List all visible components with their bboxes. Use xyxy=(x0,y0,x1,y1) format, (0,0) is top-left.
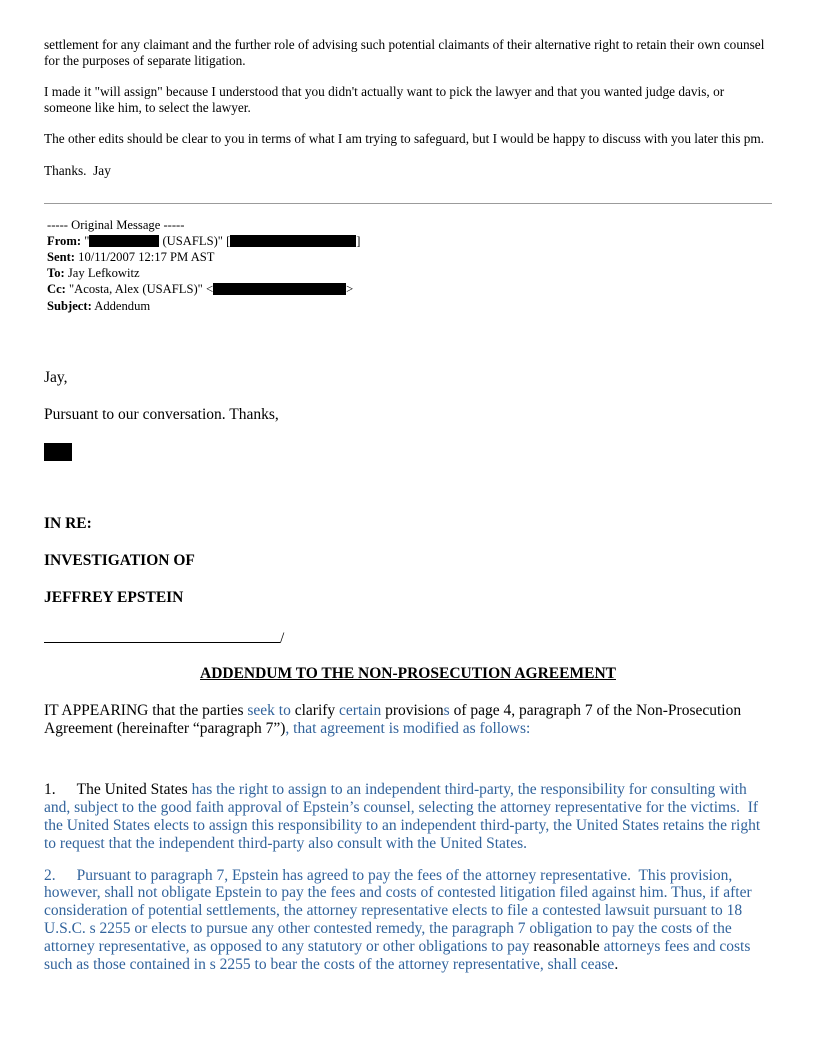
edited-text-segment: Pursuant to paragraph 7, Epstein has agreed to pay the fees of the attorney representative. This provision, however, shall not obligate Epstein to pay the fees and costs of contested litigation filed against him. Thus, if after consideration of potential settlements, the attorney representative elects to file a contested lawsuit pursuant to 18 U.S.C. s 2255 or elects to pursue any other contested remedy, the paragraph 7 obligation to pay the costs of the attorney representative, as opposed to any statutory or other obligations to pay xyxy=(44,866,756,955)
cc-label: Cc: xyxy=(47,282,66,297)
numbered-paragraph-1 xyxy=(44,781,772,852)
subject-line xyxy=(47,298,772,314)
email-signoff: Thanks. Jay xyxy=(44,162,111,178)
text-segment: . xyxy=(614,955,619,973)
caption-investigation-of: INVESTIGATION OF xyxy=(44,551,195,569)
original-message-divider-label: ----- Original Message ----- xyxy=(47,217,185,232)
caption-jeffrey-epstein: JEFFREY EPSTEIN xyxy=(44,588,184,606)
from-suffix-text: ] xyxy=(356,233,361,248)
caption-underline xyxy=(44,628,280,643)
edited-text-segment: certain xyxy=(339,701,386,719)
caption-slash: / xyxy=(280,629,285,647)
edited-text-segment: seek to xyxy=(247,701,295,719)
from-label: From: xyxy=(47,233,82,248)
cc-suffix-text: > xyxy=(346,282,354,297)
cc-prefix-text: "Acosta, Alex (USAFLS)" < xyxy=(65,282,214,297)
redaction-bar-from-email xyxy=(230,235,356,247)
edited-text-segment: attorneys fees and costs such as those contained in s 2255 to bear the costs of the attorney representative, shall cease xyxy=(44,937,755,973)
pursuant-line: Pursuant to our conversation. Thanks, xyxy=(44,405,279,423)
paragraph-number: 2. xyxy=(44,866,56,884)
redaction-bar-cc-email xyxy=(213,283,346,295)
from-line xyxy=(47,233,772,249)
sent-value: 10/11/2007 12:17 PM AST xyxy=(75,249,215,264)
numbered-paragraph-2 xyxy=(44,867,772,974)
document-title xyxy=(44,665,772,683)
original-message-header xyxy=(44,217,772,314)
from-mid-text: (USAFLS)" [ xyxy=(159,233,231,248)
to-line xyxy=(47,265,772,281)
sent-line xyxy=(47,249,772,265)
document-title-text: ADDENDUM TO THE NON-PROSECUTION AGREEMENT xyxy=(200,664,616,682)
greeting: Jay, xyxy=(44,368,68,386)
email-reply-section xyxy=(44,37,772,179)
text-segment: of page 4, paragraph 7 of the Non-Prosecution Agreement (hereinafter “paragraph 7”) xyxy=(44,701,745,737)
caption-closing-line xyxy=(44,628,772,648)
redaction-box-signature xyxy=(44,443,72,461)
redaction-bar-from-name xyxy=(89,235,159,247)
edited-text-segment: , that agreement is modified as follows: xyxy=(285,719,531,737)
edited-text-segment: has the right to assign to an independent third-party, the responsibility for consulting with and, subject to the good faith approval of Epstein’s counsel, selecting the attorney representative for the victims. If the United States elects to assign this responsibility to an independent third-party, the United States retains the right to request that the independent third-party also consult with the United States. xyxy=(44,781,765,852)
email-paragraph: I made it "will assign" because I understood that you didn't actually want to pick the lawyer and that you wanted judge davis, or someone like him, to select the lawyer. xyxy=(44,84,728,115)
subject-label: Subject: xyxy=(47,298,92,313)
text-segment: provision xyxy=(385,701,444,719)
email-paragraph: settlement for any claimant and the further role of advising such potential claimants of their alternative right to retain their own counsel for the purposes of separate litigation. xyxy=(44,37,768,68)
message-divider-rule xyxy=(44,203,772,204)
text-segment: IT APPEARING that the parties xyxy=(44,701,248,719)
paragraph-number: 1. xyxy=(44,781,56,799)
subject-value: Addendum xyxy=(91,298,151,313)
appearing-paragraph xyxy=(44,702,772,738)
cc-line xyxy=(47,281,772,297)
caption-in-re: IN RE: xyxy=(44,514,92,532)
text-segment: clarify xyxy=(294,701,340,719)
email-paragraph: The other edits should be clear to you in terms of what I am trying to safeguard, but I would be happy to discuss with you later this pm. xyxy=(44,131,765,147)
to-label: To: xyxy=(47,266,65,281)
text-segment: reasonable xyxy=(533,937,600,955)
text-segment: The United States xyxy=(76,781,192,799)
from-quote: " xyxy=(81,233,90,248)
edited-text-segment: s xyxy=(443,701,450,719)
to-value: Jay Lefkowitz xyxy=(64,266,140,281)
sent-label: Sent: xyxy=(47,249,75,264)
